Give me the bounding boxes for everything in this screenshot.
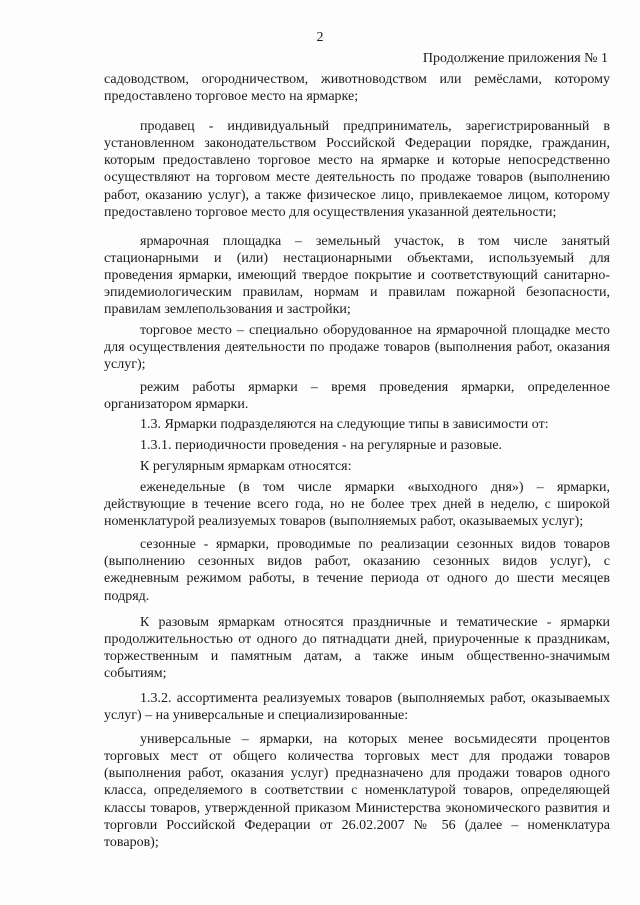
paragraph-work-mode-definition: режим работы ярмарки – время проведения ярмарки, определенное организатором ярмарки.: [104, 379, 610, 412]
paragraph-trading-place-definition: торговое место – специально оборудованное на ярмарочной площадке место для осуществления деятельности по продаже товаров (выполнения работ, оказания услуг);: [104, 323, 610, 373]
paragraph-fair-site-definition: ярмарочная площадка – земельный участок, в том числе занятый стационарными и (или) нестационарными объектами, используемый для проведения ярмарки, имеющий твердое покрытие и соответствующий санитарно-эпидемиологическим правилам, нормам и правилам пожарной безопасности, правилам землепользования и застройки;: [104, 233, 610, 318]
paragraph-universal-fairs: универсальные – ярмарки, на которых менее восьмидесяти процентов торговых мест от общего количества торговых мест для продажи товаров (выполнения работ, оказания услуг) предназначено для продажи товаров одного класса, определяемого в соответствии с номенклатурой товаров, определяющей классы товаров, утвержденной приказом Министерства экономического развития и торговли Российской Федерации от 26.02.2007 № 56 (далее – номенклатура товаров);: [104, 732, 610, 850]
paragraph-regular-fairs-intro: К регулярным ярмаркам относятся:: [140, 458, 352, 474]
paragraph-seller-definition: продавец - индивидуальный предприниматель, зарегистрированный в установленном законодательством Российской Федерации порядке, гражданин, которым предоставлено торговое место на ярмарке и которые непосредственно осуществляют на торговом месте деятельность по продаже товаров (выполнению работ, оказанию услуг), а также физическое лицо, привлекаемое лицом, которому предоставлено торговое место для осуществления указанной деятельности;: [104, 119, 610, 220]
paragraph-section-1-3-2: 1.3.2. ассортимента реализуемых товаров (выполняемых работ, оказываемых услуг) – на универсальные и специализированные:: [104, 691, 610, 724]
appendix-continuation-note: Продолжение приложения № 1: [422, 51, 608, 66]
paragraph-seasonal-fairs: сезонные - ярмарки, проводимые по реализации сезонных видов товаров (выполнению сезонных видов работ, оказанию сезонных видов услуг), с ежедневным режимом работы, в течение периода от одного до шести месяцев подряд.: [104, 537, 610, 604]
page-number: 2: [316, 30, 324, 45]
document-body: [104, 71, 610, 851]
paragraph-one-time-fairs: К разовым ярмаркам относятся праздничные и тематические - ярмарки продолжительностью от одного до пятнадцати дней, приуроченные к праздникам, торжественным и памятным датам, а также иным общественно-значимым событиям;: [104, 614, 610, 681]
paragraph-weekly-fairs: еженедельные (в том числе ярмарки «выходного дня») – ярмарки, действующие в течение всего года, но не более трех дней в неделю, с широкой номенклатурой реализуемых товаров (выполняемых работ, оказываемых услуг);: [104, 479, 610, 530]
paragraph-section-1-3: 1.3. Ярмарки подразделяются на следующие типы в зависимости от:: [140, 416, 549, 432]
paragraph-section-1-3-1: 1.3.1. периодичности проведения - на регулярные и разовые.: [140, 437, 503, 453]
paragraph-continuation: садоводством, огородничеством, животноводством или ремёслами, которому предоставлено торговое место на ярмарке;: [104, 72, 610, 105]
